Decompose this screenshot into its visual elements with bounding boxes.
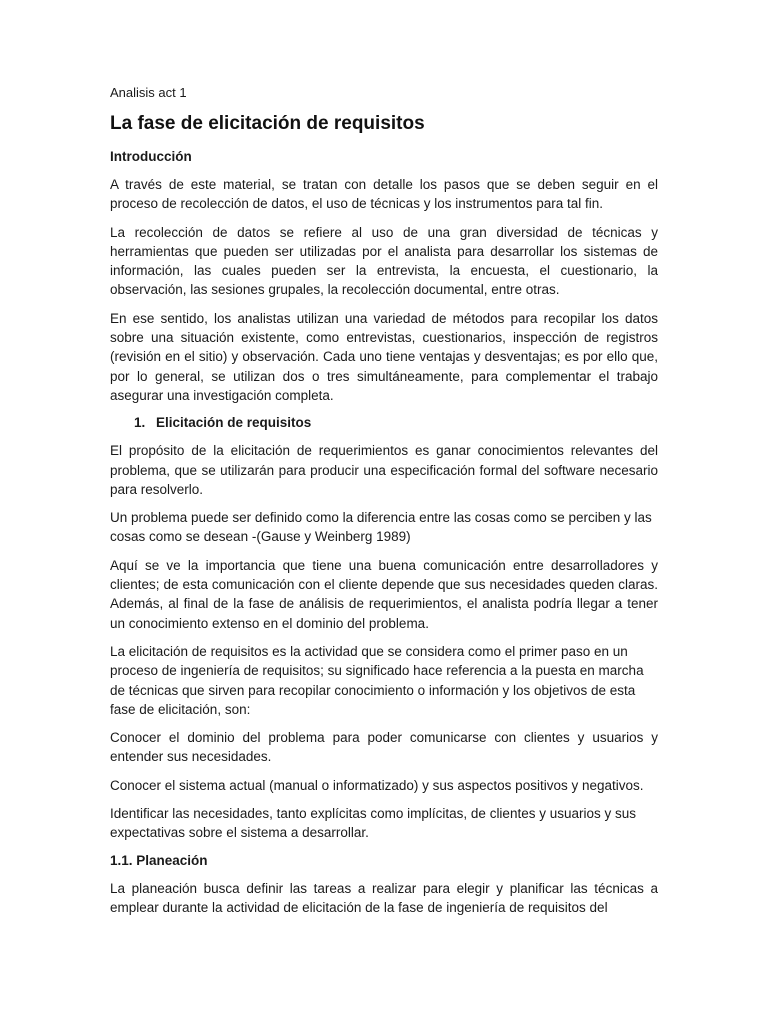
paragraph: A través de este material, se tratan con detalle los pasos que se deben seguir en el proceso de recolección de datos, el uso de técnicas y los instrumentos para tal fin. (110, 177, 658, 212)
paragraph: El propósito de la elicitación de requerimientos es ganar conocimientos relevantes del problema, que se utilizarán para producir una especificación formal del software necesario para resolverlo. (110, 443, 658, 497)
intro-heading: Introducción (110, 149, 192, 164)
paragraph: Conocer el sistema actual (manual o informatizado) y sus aspectos positivos y negativos. (110, 777, 644, 793)
paragraph: La planeación busca definir las tareas a realizar para elegir y planificar las técnicas a emplear durante la actividad de elicitación de la fase de ingeniería de requisitos del (110, 880, 658, 915)
paragraph: Conocer el dominio del problema para poder comunicarse con clientes y usuarios y entender sus necesidades. (110, 730, 658, 765)
paragraph: La recolección de datos se refiere al uso de una gran diversidad de técnicas y herramientas que pueden ser utilizadas por el analista para desarrollar los sistemas de información, las cuales pueden ser la entrevista, la encuesta, el cuestionario, la observación, las sesiones grupales, la recolección documental, entre otras. (110, 224, 658, 298)
header-note: Analisis act 1 (110, 85, 187, 100)
paragraph: En ese sentido, los analistas utilizan una variedad de métodos para recopilar los datos sobre una situación existente, como entrevistas, cuestionarios, inspección de registros (revisión en el sitio) y observación. Cada uno tiene ventajas y desventajas; es por ello que, por lo general, se utilizan dos o tres simultáneamente, para complementar el trabajo asegurar una investigación completa. (110, 310, 658, 403)
section-title: Elicitación de requisitos (156, 415, 312, 431)
subsection-heading-planeacion: 1.1. Planeación (110, 852, 208, 868)
document-title: La fase de elicitación de requisitos (110, 113, 425, 134)
document-page (110, 84, 658, 926)
paragraph: La elicitación de requisitos es la actividad que se considera como el primer paso en un proceso de ingeniería de requisitos; su significado hace referencia a la puesta en marcha de técnicas que sirven para recopilar conocimiento o información y los objetivos de esta fase de elicitación, son: (110, 643, 644, 717)
paragraph: Un problema puede ser definido como la diferencia entre las cosas como se perciben y las cosas como se desean -(Gause y Weinberg 1989) (110, 510, 652, 545)
paragraph: Identificar las necesidades, tanto explícitas como implícitas, de clientes y usuarios y sus expectativas sobre el sistema a desarrollar. (110, 806, 636, 841)
paragraph: Aquí se ve la importancia que tiene una buena comunicación entre desarrolladores y clientes; de esta comunicación con el cliente depende que sus necesidades queden claras. Además, al final de la fase de análisis de requerimientos, el analista podría llegar a tener un conocimiento extenso en el dominio del problema. (110, 557, 658, 631)
section-heading-elicitacion (110, 414, 658, 432)
section-number: 1. (134, 415, 146, 431)
